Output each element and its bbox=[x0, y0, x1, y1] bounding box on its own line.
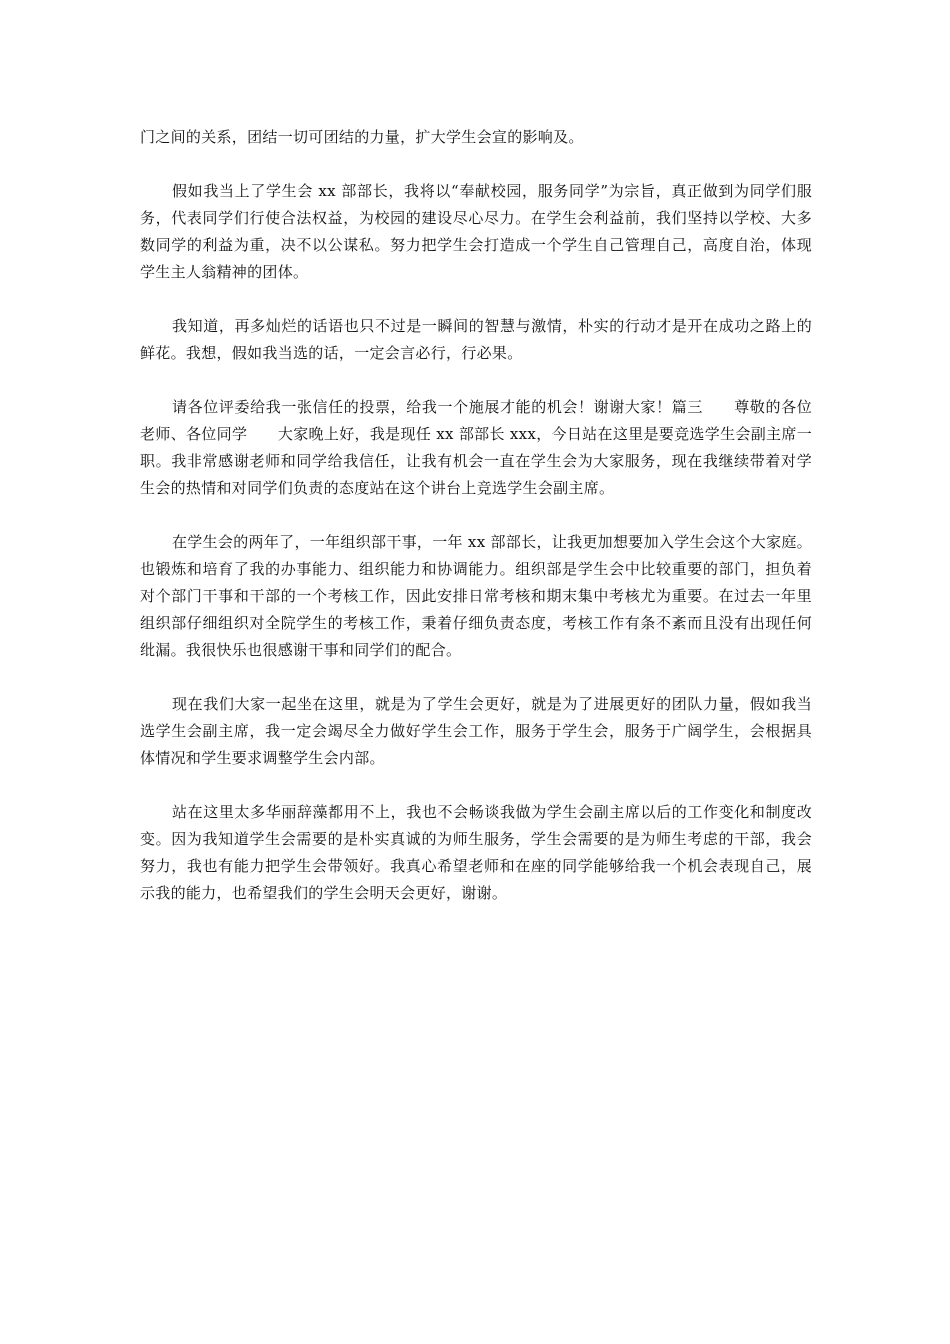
paragraph-continued: 门之间的关系，团结一切可团结的力量，扩大学生会宣的影响及。 bbox=[140, 128, 584, 146]
paragraph: 现在我们大家一起坐在这里，就是为了学生会更好，就是为了进展更好的团队力量，假如我当选学生会副主席，我一定会竭尽全力做好学生会工作，服务于学生会，服务于广阔学生，会根据具体情况和学生要求调整学生会内部。 bbox=[140, 695, 812, 767]
paragraph: 我知道，再多灿烂的话语也只不过是一瞬间的智慧与激情，朴实的行动才是开在成功之路上的鲜花。我想，假如我当选的话，一定会言必行，行必果。 bbox=[140, 317, 812, 362]
paragraph: 在学生会的两年了，一年组织部干事，一年 xx 部部长，让我更加想要加入学生会这个大家庭。也锻炼和培育了我的办事能力、组织能力和协调能力。组织部是学生会中比较重要的部门，担负着对个部门干事和干部的一个考核工作，因此安排日常考核和期末集中考核尤为重要。在过去一年里组织部仔细组织对全院学生的考核工作，秉着仔细负责态度，考核工作有条不紊而且没有出现任何纰漏。我很快乐也很感谢干事和同学们的配合。 bbox=[140, 533, 812, 659]
paragraph: 站在这里太多华丽辞藻都用不上，我也不会畅谈我做为学生会副主席以后的工作变化和制度改变。因为我知道学生会需要的是朴实真诚的为师生服务，学生会需要的是为师生考虑的干部，我会努力，我也有能力把学生会带领好。我真心希望老师和在座的同学能够给我一个机会表现自己，展示我的能力，也希望我们的学生会明天会更好，谢谢。 bbox=[140, 803, 812, 902]
paragraph: 请各位评委给我一张信任的投票，给我一个施展才能的机会！谢谢大家！篇三 尊敬的各位老师、各位同学 大家晚上好，我是现任 xx 部部长 xxx，今日站在这里是要竞选学生会副主席一职。我非常感谢老师和同学给我信任，让我有机会一直在学生会为大家服务，现在我继续带着对学生会的热情和对同学们负责的态度站在这个讲台上竞选学生会副主席。 bbox=[140, 398, 812, 497]
paragraph: 假如我当上了学生会 xx 部部长，我将以“奉献校园，服务同学”为宗旨，真正做到为同学们服务，代表同学们行使合法权益，为校园的建设尽心尽力。在学生会利益前，我们坚持以学校、大多数同学的利益为重，决不以公谋私。努力把学生会打造成一个学生自己管理自己，高度自治，体现学生主人翁精神的团体。 bbox=[140, 182, 812, 281]
document-body bbox=[140, 124, 812, 934]
